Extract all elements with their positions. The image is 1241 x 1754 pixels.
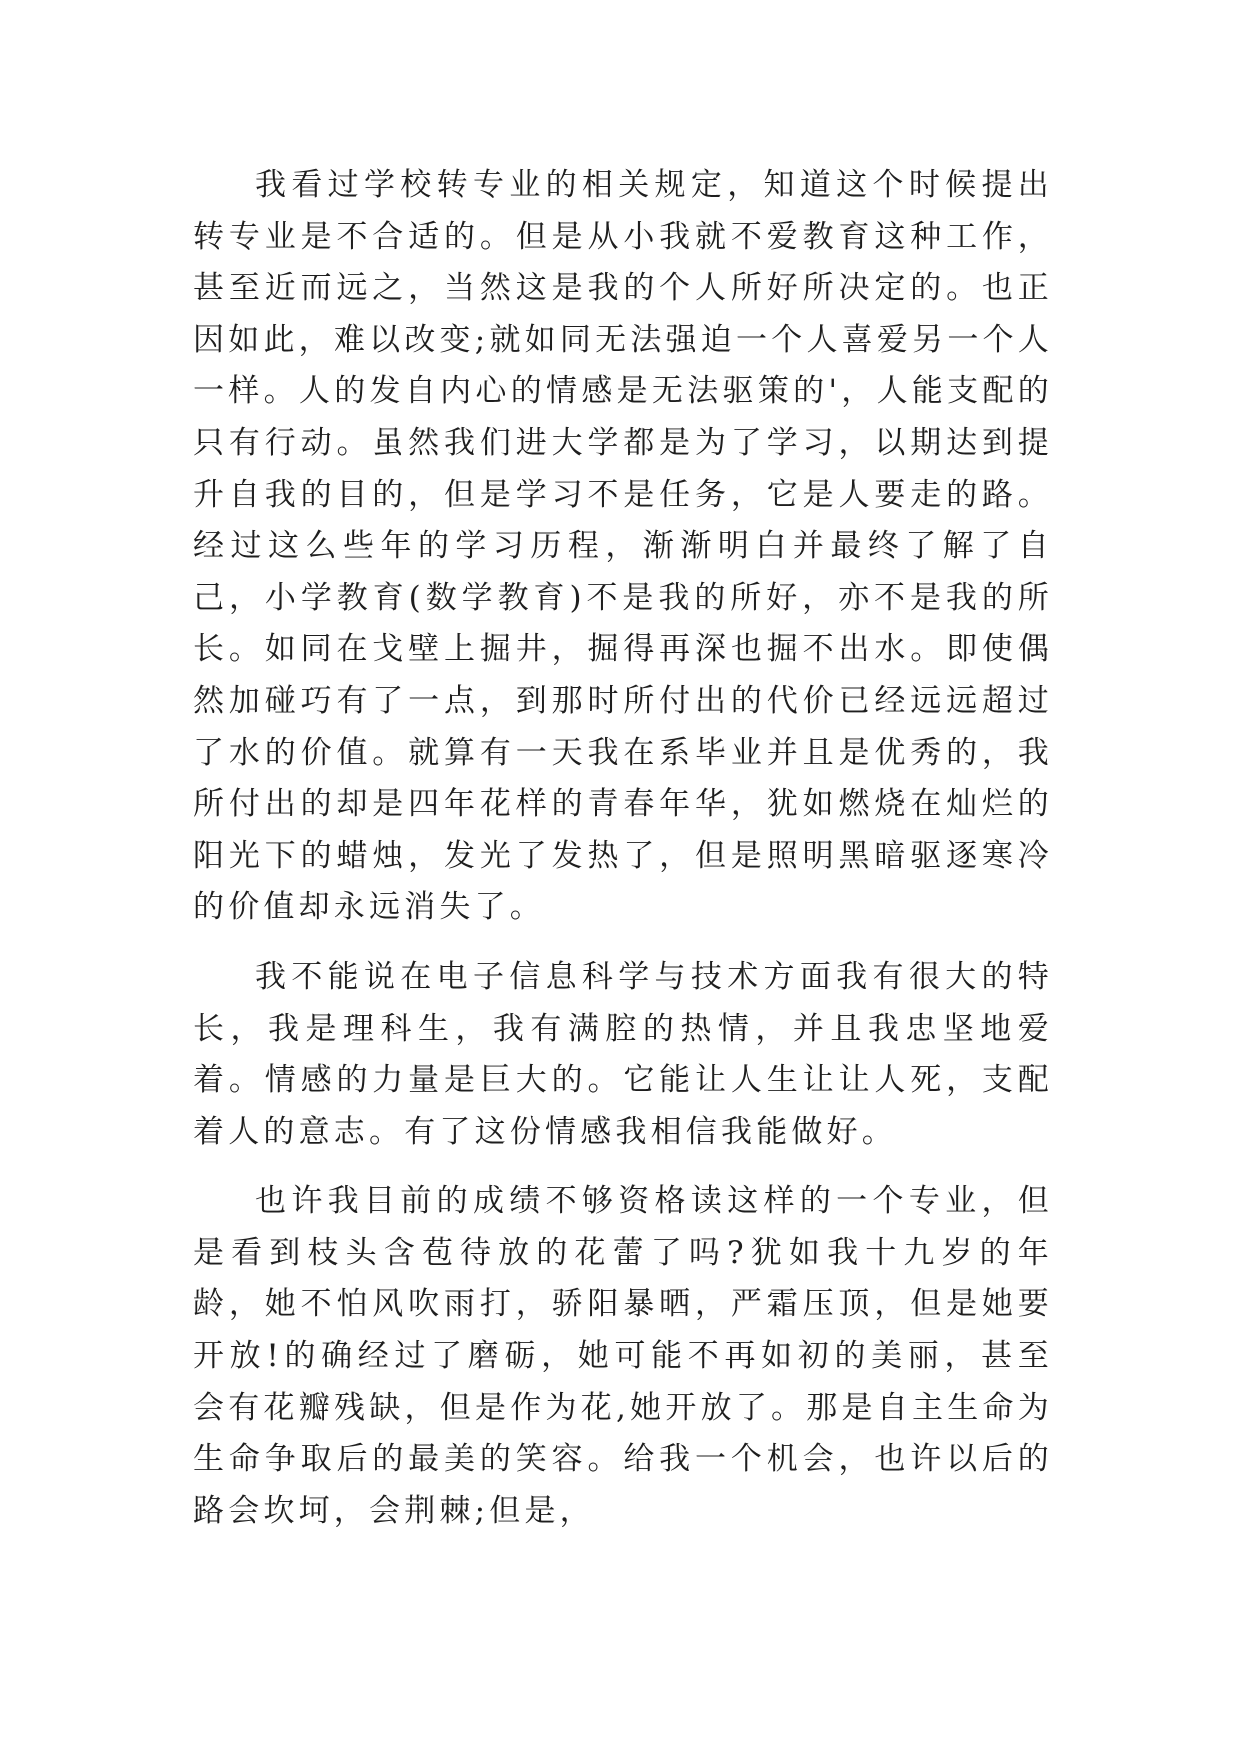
document-body: [193, 160, 1053, 1537]
paragraph-3: 也许我目前的成绩不够资格读这样的一个专业，但是看到枝头含苞待放的花蕾了吗?犹如我十九岁的年龄，她不怕风吹雨打，骄阳暴晒，严霜压顶，但是她要开放!的确经过了磨砺，她可能不再如初的美丽，甚至会有花瓣残缺，但是作为花,她开放了。那是自主生命为生命争取后的最美的笑容。给我一个机会，也许以后的路会坎坷，会荆棘;但是，: [193, 1183, 1053, 1529]
paragraph-1: 我看过学校转专业的相关规定，知道这个时候提出转专业是不合适的。但是从小我就不爱教育这种工作，甚至近而远之，当然这是我的个人所好所决定的。也正因如此，难以改变;就如同无法强迫一个人喜爱另一个人一样。人的发自内心的情感是无法驱策的'，人能支配的只有行动。虽然我们进大学都是为了学习，以期达到提升自我的目的，但是学习不是任务，它是人要走的路。经过这么些年的学习历程，渐渐明白并最终了解了自己，小学教育(数学教育)不是我的所好，亦不是我的所长。如同在戈壁上掘井，掘得再深也掘不出水。即使偶然加碰巧有了一点，到那时所付出的代价已经远远超过了水的价值。就算有一天我在系毕业并且是优秀的，我所付出的却是四年花样的青春年华，犹如燃烧在灿烂的阳光下的蜡烛，发光了发热了，但是照明黑暗驱逐寒冷的价值却永远消失了。: [193, 167, 1053, 926]
paragraph-2: 我不能说在电子信息科学与技术方面我有很大的特长，我是理科生，我有满腔的热情，并且我忠坚地爱着。情感的力量是巨大的。它能让人生让让人死，支配着人的意志。有了这份情感我相信我能做好。: [193, 958, 1053, 1150]
